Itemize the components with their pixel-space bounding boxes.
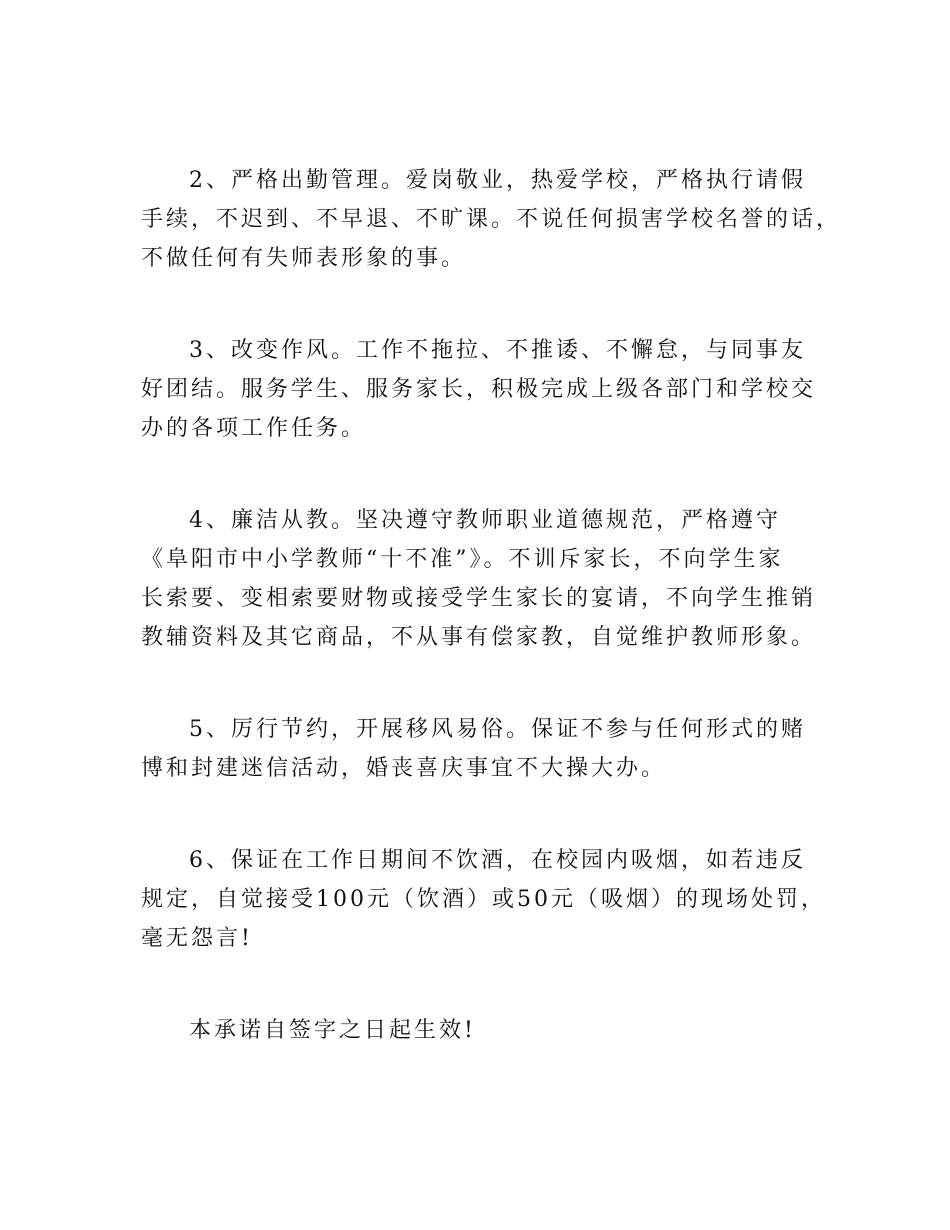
paragraph-line: 长索要、变相索要财物或接受学生家长的宴请，不向学生推销 xyxy=(141,586,817,611)
paragraph-no-drinking-smoking xyxy=(141,841,826,958)
paragraph-line: 不做任何有失师表形象的事。 xyxy=(141,246,467,271)
paragraph-spacer xyxy=(141,657,821,710)
paragraph-effective-date xyxy=(141,1011,821,1050)
paragraph-line: 5、厉行节约，开展移风易俗。保证不参与任何形式的赌 xyxy=(189,717,806,742)
paragraph-line: 规定，自觉接受100元（饮酒）或50元（吸烟）的现场处罚， xyxy=(141,887,826,912)
paragraph-line: 本承诺自签字之日起生效! xyxy=(189,1018,476,1043)
paragraph-line: 办的各项工作任务。 xyxy=(141,416,367,441)
paragraph-line: 毫无怨言! xyxy=(141,926,253,951)
paragraph-line: 6、保证在工作日期间不饮酒，在校园内吸烟，如若违反 xyxy=(189,848,806,873)
document-body xyxy=(141,161,842,1050)
paragraph-spacer xyxy=(141,448,821,501)
paragraph-line: 2、严格出勤管理。爱岗敬业，热爱学校，严格执行请假 xyxy=(189,168,806,193)
paragraph-line: 手续，不迟到、不早退、不旷课。不说任何损害学校名誉的话， xyxy=(141,207,842,232)
paragraph-line: 《阜阳市中小学教师“十不准”》。不训斥家长，不向学生家 xyxy=(141,547,784,572)
paragraph-spacer xyxy=(141,958,821,1011)
paragraph-line: 博和封建迷信活动，婚丧喜庆事宜不大操大办。 xyxy=(141,756,667,781)
paragraph-line: 好团结。服务学生、服务家长，积极完成上级各部门和学校交 xyxy=(141,377,817,402)
paragraph-spacer xyxy=(141,788,821,841)
paragraph-line: 3、改变作风。工作不拖拉、不推诿、不懈怠，与同事友 xyxy=(189,338,806,363)
paragraph-frugality xyxy=(141,710,821,788)
paragraph-spacer xyxy=(141,278,821,331)
paragraph-line: 教辅资料及其它商品，不从事有偿家教，自觉维护教师形象。 xyxy=(141,625,817,650)
paragraph-integrity xyxy=(141,501,821,657)
paragraph-work-style xyxy=(141,331,821,448)
paragraph-line: 4、廉洁从教。坚决遵守教师职业道德规范，严格遵守 xyxy=(189,508,781,533)
paragraph-attendance xyxy=(141,161,842,278)
